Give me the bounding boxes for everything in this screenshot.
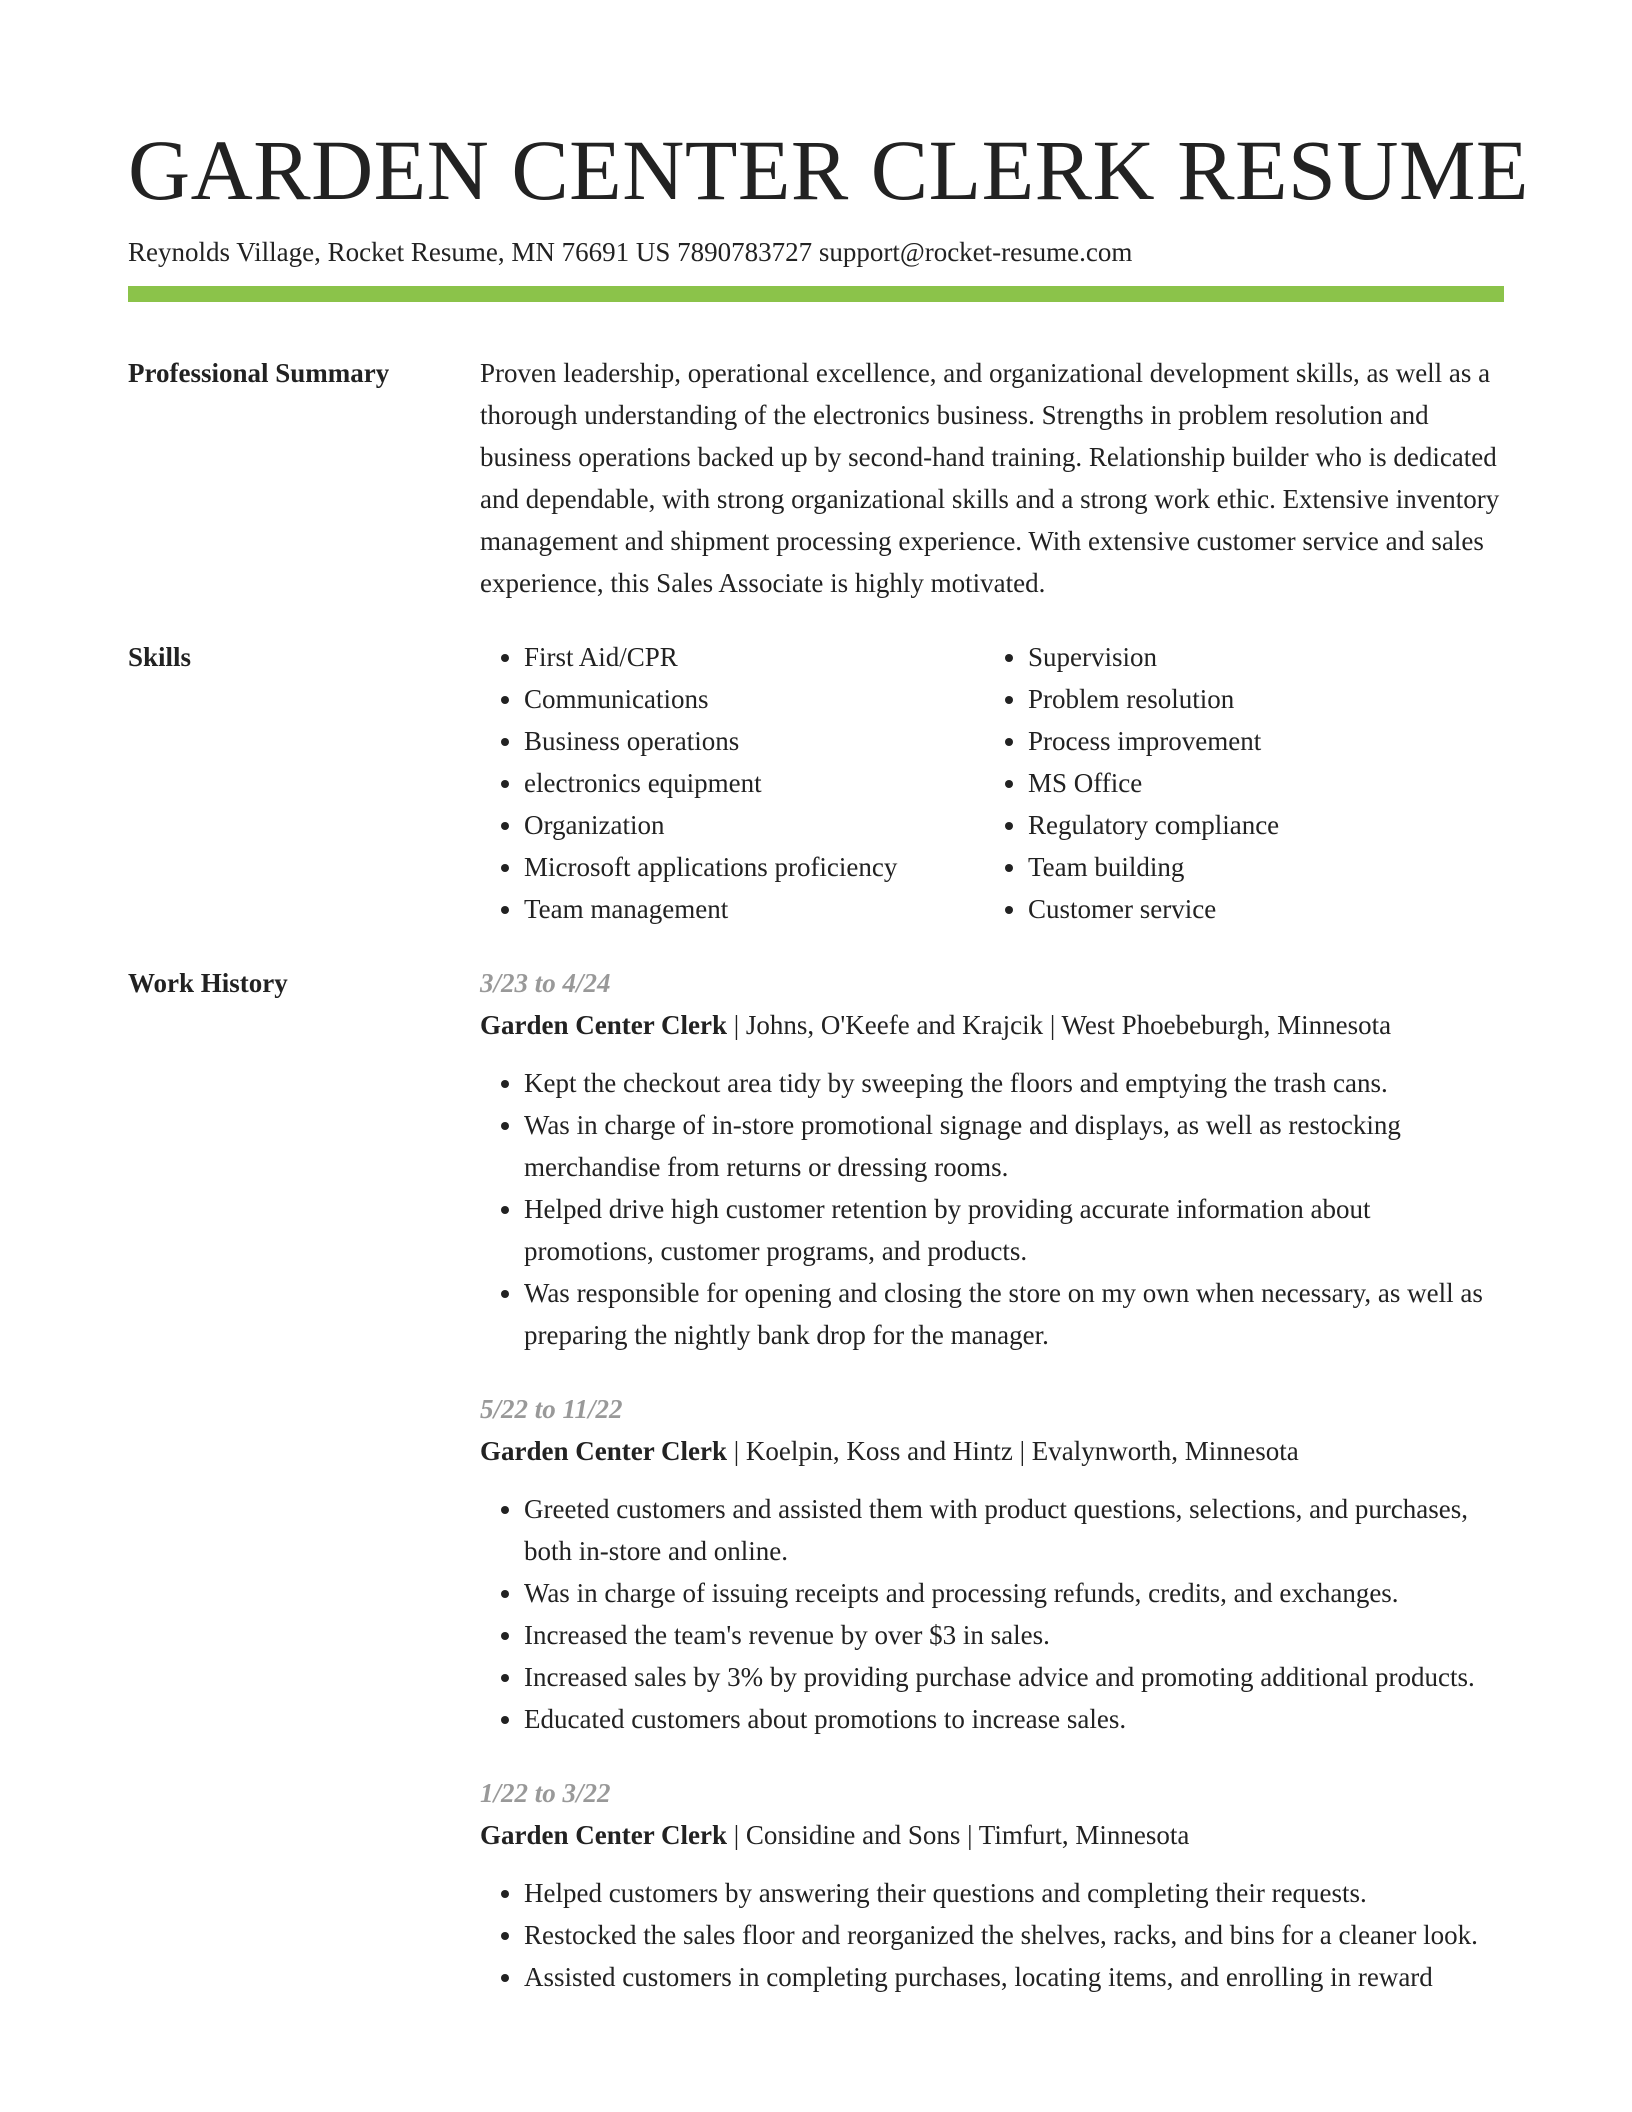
work-history-body [480,962,1504,2030]
job-dates: 1/22 to 3/22 [480,1778,611,1808]
job-bullet: • Increased the team's revenue by over $3 in sales. [524,1614,1504,1656]
job-bullet: • Helped drive high customer retention by providing accurate information about promotions, customer programs, and products. [524,1188,1504,1272]
skill-item: • Communications [524,678,984,720]
summary-text: Proven leadership, operational excellence, and organizational development skills, as well as a thorough understanding of the electronics business. Strengths in problem resolution and business operations backed up by second-hand training. Relationship builder who is dedicated and dependable, with strong organizational skills and a strong work ethic. Extensive inventory management and shipment processing experience. With extensive customer service and sales experience, this Sales Associate is highly motivated. [480,358,1500,598]
skill-item: • Microsoft applications proficiency [524,846,984,888]
job-title: Garden Center Clerk [480,1010,727,1040]
job-details: | Johns, O'Keefe and Krajcik | West Phoebeburgh, Minnesota [726,1010,1392,1040]
job-entry [480,962,1504,1356]
job-bullet: • Helped customers by answering their questions and completing their requests. [524,1872,1504,1914]
job-heading [480,1004,1504,1046]
skill-item: • Problem resolution [1028,678,1488,720]
skill-item: • Team building [1028,846,1488,888]
contact-line: Reynolds Village, Rocket Resume, MN 76691 US 7890783727 support@rocket-resume.com [128,237,1133,267]
skill-item: • electronics equipment [524,762,984,804]
skill-item: • Process improvement [1028,720,1488,762]
job-entry [480,1388,1504,1740]
job-bullet: • Increased sales by 3% by providing purchase advice and promoting additional products. [524,1656,1504,1698]
skill-item: • Customer service [1028,888,1488,930]
job-bullet: • Kept the checkout area tidy by sweeping the floors and emptying the trash cans. [524,1062,1504,1104]
job-heading [480,1430,1504,1472]
job-bullet: • Was in charge of in-store promotional signage and displays, as well as restocking merchandise from returns or dressing rooms. [524,1104,1504,1188]
skill-item: • Regulatory compliance [1028,804,1488,846]
section-label-summary: Professional Summary [128,358,390,388]
job-bullet: • Greeted customers and assisted them with product questions, selections, and purchases, both in-store and online. [524,1488,1504,1572]
skill-item: • Supervision [1028,636,1488,678]
skill-item: • Organization [524,804,984,846]
skills-list-left [480,636,984,930]
job-bullet-list [480,1062,1504,1356]
accent-divider [128,286,1504,302]
section-label-skills: Skills [128,642,192,672]
skill-item: • Business operations [524,720,984,762]
work-history-section [128,962,1504,2030]
skill-item: • First Aid/CPR [524,636,984,678]
job-bullet: • Was responsible for opening and closing the store on my own when necessary, as well as preparing the nightly bank drop for the manager. [524,1272,1504,1356]
summary-section [128,352,1504,604]
job-bullet: • Restocked the sales floor and reorganized the shelves, racks, and bins for a cleaner look. [524,1914,1504,1956]
job-bullet-list [480,1488,1504,1740]
job-entry [480,1772,1504,1998]
skills-columns [480,636,1504,930]
job-bullet: • Assisted customers in completing purchases, locating items, and enrolling in reward [524,1956,1504,1998]
resume-title: GARDEN CENTER CLERK RESUME [128,122,1529,218]
skills-body [480,636,1504,930]
job-dates: 5/22 to 11/22 [480,1394,623,1424]
skill-item: • MS Office [1028,762,1488,804]
job-dates: 3/23 to 4/24 [480,968,611,998]
job-title: Garden Center Clerk [480,1820,727,1850]
job-details: | Koelpin, Koss and Hintz | Evalynworth, Minnesota [726,1436,1299,1466]
job-bullet: • Was in charge of issuing receipts and processing refunds, credits, and exchanges. [524,1572,1504,1614]
job-bullet-list [480,1872,1504,1998]
job-heading [480,1814,1504,1856]
skill-item: • Team management [524,888,984,930]
summary-body [480,352,1504,604]
skills-list-right [984,636,1488,930]
job-bullet: • Educated customers about promotions to increase sales. [524,1698,1504,1740]
job-details: | Considine and Sons | Timfurt, Minnesota [726,1820,1190,1850]
job-title: Garden Center Clerk [480,1436,727,1466]
skills-section [128,636,1504,930]
section-label-work-history: Work History [128,968,288,998]
